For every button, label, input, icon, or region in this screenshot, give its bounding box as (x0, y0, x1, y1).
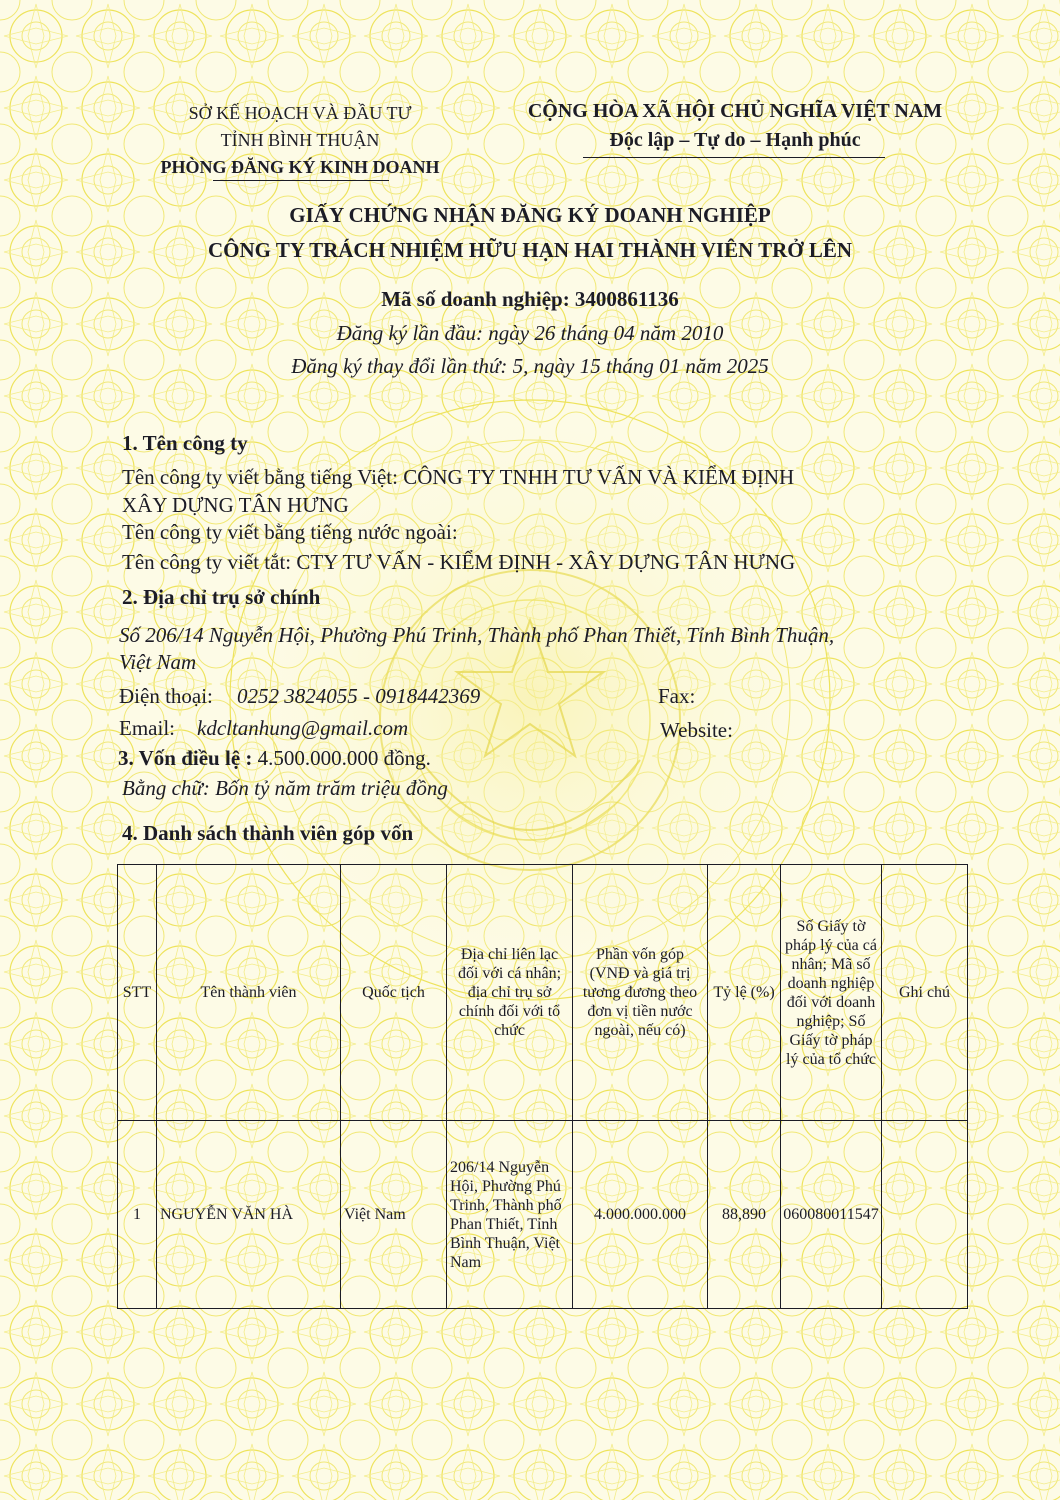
section1-heading: 1. Tên công ty (122, 431, 248, 455)
change-registration: Đăng ký thay đổi lần thứ: 5, ngày 15 tháng 01 năm 2025 (291, 354, 769, 378)
company-type: CÔNG TY TRÁCH NHIỆM HỮU HẠN HAI THÀNH VIÊN TRỞ LÊN (207, 238, 853, 262)
table-row (118, 1121, 968, 1309)
cell-member-name: NGUYỄN VĂN HÀ (157, 1121, 341, 1309)
email-value: kdcltanhung@gmail.com (197, 716, 409, 740)
header-address: Địa chỉ liên lạc đối với cá nhân; địa chỉ trụ sở chính đối với tổ chức (447, 865, 573, 1121)
first-registration: Đăng ký lần đầu: ngày 26 tháng 04 năm 2010 (336, 321, 724, 345)
header-note: Ghi chú (882, 865, 968, 1121)
company-name-vn-line1: Tên công ty viết bằng tiếng Việt: CÔNG TY TNHH TƯ VẤN VÀ KIỂM ĐỊNH (122, 465, 795, 489)
section2-heading: 2. Địa chỉ trụ sở chính (122, 585, 321, 609)
header-nationality: Quốc tịch (341, 865, 447, 1121)
issuer-office: PHÒNG ĐĂNG KÝ KINH DOANH (160, 157, 440, 177)
company-name-foreign: Tên công ty viết bằng tiếng nước ngoài: (122, 520, 458, 544)
address-line2: Việt Nam (119, 650, 197, 674)
header-ratio: Tỷ lệ (%) (708, 865, 781, 1121)
email-label: Email: (119, 716, 175, 740)
republic-motto: Độc lập – Tự do – Hạnh phúc (609, 129, 861, 151)
issuer-province: TỈNH BÌNH THUẬN (220, 130, 380, 150)
fax-label: Fax: (658, 684, 696, 708)
charter-capital (118, 746, 431, 771)
motto-underline (583, 157, 885, 158)
header-stt: STT (118, 865, 157, 1121)
republic-title: CỘNG HÒA XÃ HỘI CHỦ NGHĨA VIỆT NAM (527, 100, 943, 122)
header-capital: Phần vốn góp (VNĐ và giá trị tương đương theo đơn vị tiền nước ngoài, nếu có) (573, 865, 708, 1121)
cell-capital: 4.000.000.000 (573, 1121, 708, 1309)
members-table (117, 864, 968, 1309)
cell-stt: 1 (118, 1121, 157, 1309)
cell-nationality: Việt Nam (341, 1121, 447, 1309)
capital-in-words-label: Bằng chữ: (122, 776, 210, 800)
charter-capital-amount: 4.500.000.000 đồng. (252, 746, 431, 770)
company-name-vn-line2: XÂY DỰNG TÂN HƯNG (122, 493, 349, 517)
phone-label: Điện thoại: (119, 684, 213, 708)
business-code: Mã số doanh nghiệp: 3400861136 (381, 287, 679, 311)
table-header-row (118, 865, 968, 1121)
address-line1: Số 206/14 Nguyễn Hội, Phường Phú Trinh, Thành phố Phan Thiết, Tỉnh Bình Thuận, (119, 623, 835, 647)
website-label: Website: (660, 718, 733, 742)
cell-address: 206/14 Nguyễn Hội, Phường Phú Trinh, Thành phố Phan Thiết, Tỉnh Bình Thuận, Việt Nam (447, 1121, 573, 1309)
section4-heading: 4. Danh sách thành viên góp vốn (122, 821, 414, 845)
header-member-name: Tên thành viên (157, 865, 341, 1121)
header-legal-id: Số Giấy tờ pháp lý của cá nhân; Mã số doanh nghiệp đối với doanh nghiệp; Số Giấy tờ pháp lý của tổ chức (781, 865, 882, 1121)
document-title: GIẤY CHỨNG NHẬN ĐĂNG KÝ DOANH NGHIỆP (289, 203, 771, 227)
company-name-short: Tên công ty viết tắt: CTY TƯ VẤN - KIỂM ĐỊNH - XÂY DỰNG TÂN HƯNG (122, 550, 796, 574)
capital-in-words-value: Bốn tỷ năm trăm triệu đồng (215, 776, 448, 800)
cell-ratio: 88,890 (708, 1121, 781, 1309)
section3-heading: 3. Vốn điều lệ : (118, 746, 253, 770)
capital-in-words (122, 776, 448, 801)
cell-note (882, 1121, 968, 1309)
issuer-underline (213, 180, 389, 181)
cell-legal-id: 060080011547 (781, 1121, 882, 1309)
phone-value: 0252 3824055 - 0918442369 (237, 684, 481, 708)
issuer-department: SỞ KẾ HOẠCH VÀ ĐẦU TƯ (188, 103, 412, 123)
